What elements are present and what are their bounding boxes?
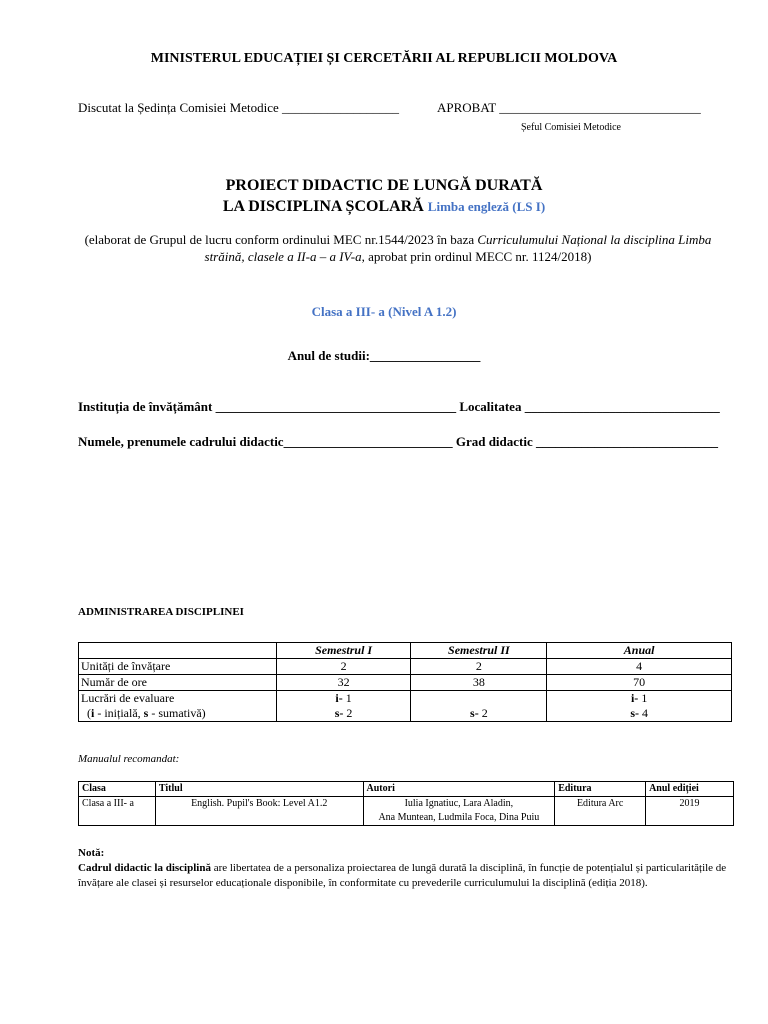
manual-header-row: [79, 782, 734, 797]
note-label: Notă:: [78, 847, 105, 859]
row-label-evaluare: [79, 691, 277, 722]
legend-i: i: [91, 706, 95, 720]
legend-part: (: [84, 706, 91, 720]
eval-val: 2: [478, 706, 488, 720]
eval-key: s-: [334, 706, 344, 720]
table-row: [79, 675, 732, 691]
manual-col-clasa: Clasa: [79, 782, 156, 797]
elaborat-curriculum: Curriculumului Național la disciplina Limba străină, clasele a II-a – a IV-a: [204, 232, 712, 264]
admin-header-row: [79, 643, 732, 659]
eval-val: 1: [638, 691, 648, 705]
manual-label: Manualul recomandat:: [78, 753, 180, 765]
note-text: [78, 861, 734, 891]
legend-part: - inițială,: [94, 706, 144, 720]
admin-col-anual: Anual: [547, 643, 732, 659]
elaborat-text-2: , aprobat prin ordinul MECC nr. 1124/2018): [361, 249, 592, 264]
table-row: [79, 659, 732, 675]
cell-value: Clasa a III- a: [79, 797, 156, 826]
cell-value: [363, 797, 555, 826]
cell-value: 2: [411, 659, 547, 675]
authors-line: Ana Muntean, Ludmila Foca, Dina Puiu: [378, 812, 540, 823]
eval-key: i-: [335, 691, 343, 705]
manual-col-anul: Anul ediției: [646, 782, 734, 797]
ministry-heading: MINISTERUL EDUCAȚIEI ȘI CERCETĂRII AL REPUBLICII MOLDOVA: [150, 51, 618, 66]
eval-key: s-: [630, 706, 639, 720]
aprobat-line: APROBAT _______________________________: [437, 100, 701, 115]
authors-line: Iulia Ignatiuc, Lara Aladin,: [404, 798, 514, 809]
eval-val: 4: [638, 706, 648, 720]
cell-value: 38: [411, 675, 547, 691]
cell-value: 2: [276, 659, 411, 675]
manual-col-editura: Editura: [555, 782, 646, 797]
cell-value: [547, 691, 732, 722]
cell-value: 2019: [646, 797, 734, 826]
table-row: [79, 797, 734, 826]
study-year-line: Anul de studii:_________________: [287, 348, 481, 363]
note-body: are libertatea de a personaliza proiectarea de lungă durată la disciplină, în funcție de potențialul și particularitățile de învățare ale clasei și resurselor educaționale disponibile, în conformitate cu prevederile curriculumului la disciplină (ediția 2018).: [78, 862, 727, 889]
note-bold: Cadrul didactic la disciplină: [78, 862, 211, 874]
admin-table: [78, 642, 732, 722]
sef-comisie-caption: Șeful Comisiei Metodice: [521, 122, 621, 133]
class-level: Clasa a III- a (Nivel A 1.2): [311, 304, 457, 319]
cell-value: English. Pupil's Book: Level A1.2: [155, 797, 363, 826]
manual-col-autori: Autori: [363, 782, 555, 797]
eval-key: s-: [470, 706, 479, 720]
document-title-line1: PROIECT DIDACTIC DE LUNGĂ DURATĂ: [225, 177, 543, 194]
evaluare-label: Lucrări de evaluare: [81, 691, 175, 705]
admin-col-empty: [79, 643, 277, 659]
institution-line: Instituția de învățământ _____________________________________ Localitatea ______________________________: [78, 399, 720, 414]
elaborat-text-1: (elaborat de Grupul de lucru conform ordinului MEC nr.1544/2023 în baza: [84, 232, 478, 247]
elaborat-paragraph: [80, 231, 716, 265]
teacher-name-line: Numele, prenumele cadrului didactic__________________________ Grad didactic ____________________________: [78, 434, 718, 449]
cell-value: 70: [547, 675, 732, 691]
eval-key: i-: [630, 691, 639, 705]
cell-value: 4: [547, 659, 732, 675]
subject-name: Limba engleză (LS I): [427, 199, 546, 214]
admin-heading: ADMINISTRAREA DISCIPLINEI: [78, 606, 244, 618]
manual-table: [78, 781, 734, 826]
admin-col-sem1: Semestrul I: [276, 643, 411, 659]
legend-part: - sumativă): [148, 706, 206, 720]
table-row: [79, 691, 732, 722]
evaluare-legend: [81, 706, 274, 721]
document-title-line2: [0, 198, 768, 216]
discutat-line: Discutat la Ședința Comisiei Metodice __________________: [78, 100, 399, 115]
admin-col-sem2: Semestrul II: [411, 643, 547, 659]
eval-val: 1: [342, 691, 352, 705]
legend-s: s: [143, 706, 149, 720]
manual-col-titlul: Titlul: [155, 782, 363, 797]
cell-value: [276, 691, 411, 722]
cell-value: 32: [276, 675, 411, 691]
title-discipline: LA DISCIPLINA ȘCOLARĂ: [222, 198, 424, 215]
eval-val: 2: [343, 706, 353, 720]
note-block: [78, 846, 734, 891]
cell-value: Editura Arc: [555, 797, 646, 826]
row-label: Unități de învățare: [79, 659, 277, 675]
row-label: Număr de ore: [79, 675, 277, 691]
cell-value: [411, 691, 547, 722]
